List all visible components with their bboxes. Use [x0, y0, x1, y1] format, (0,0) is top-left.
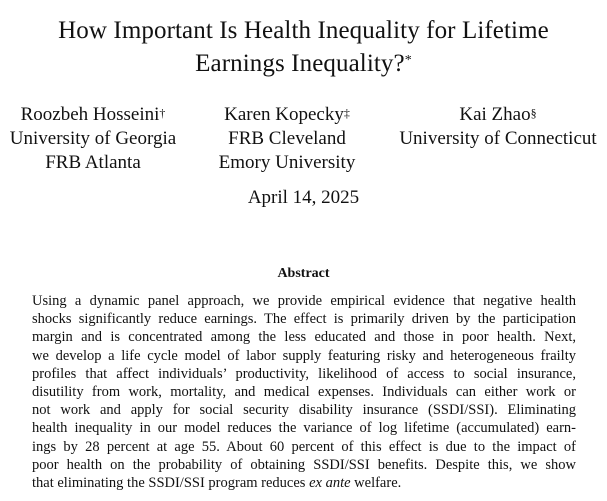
author-affiliation: FRB Cleveland [228, 128, 346, 149]
paper-date: April 14, 2025 [247, 187, 360, 208]
abstract-line: profiles that affect individuals’ productivity, likelihood of access to social insurance, [32, 365, 576, 382]
abstract-heading: Abstract [277, 266, 330, 281]
paper-title-line-2 [0, 47, 607, 80]
abstract-body [32, 292, 576, 492]
author-name: Kai Zhao [459, 104, 531, 125]
abstract-line: margin and is concentrated among the less educated and those in poor health. Next, [32, 329, 576, 346]
abstract-line: disutility from work, mortality, and medical expenses. Individuals can either work or [32, 384, 576, 401]
abstract-emphasis: ex ante [309, 475, 351, 492]
abstract-line: ings by 28 percent at age 55. About 60 percent of this effect is due to the impact of [32, 438, 576, 455]
paper-title-line-1: How Important Is Health Inequality for Lifetime [58, 17, 549, 44]
author-affiliation: FRB Atlanta [45, 152, 141, 173]
author-block-hosseini [5, 103, 181, 175]
abstract-last-prefix: that eliminating the SSDI/SSI program reduces [32, 475, 310, 492]
author-name: Roozbeh Hosseini [20, 104, 160, 125]
author-footnote-mark: ‡ [343, 106, 350, 120]
abstract-line: health inequality in our model reduces the variance of log lifetime (accumulated) earn- [32, 420, 576, 437]
author-affiliation: University of Connecticut [399, 128, 597, 149]
title-footnote-mark: * [404, 53, 412, 68]
author-block-zhao [393, 103, 603, 151]
abstract-line: shocks significantly reduce earnings. The effect is primarily driven by the participation [32, 311, 576, 328]
author-name-line [212, 103, 362, 127]
abstract-line: we develop a life cycle model of labor supply featuring risky and heterogeneous frailty [32, 347, 576, 364]
abstract-last-suffix: welfare. [350, 475, 402, 492]
author-name: Karen Kopecky [224, 104, 344, 125]
author-affiliation: Emory University [218, 152, 356, 173]
author-block-kopecky [212, 103, 362, 175]
author-footnote-mark: † [159, 106, 166, 120]
abstract-line: not work and apply for social security disability insurance (SSDI/SSI). Eliminating [32, 402, 576, 419]
paper-title [0, 14, 607, 80]
author-name-line [393, 103, 603, 127]
abstract-line-last [32, 474, 576, 492]
abstract-line: Using a dynamic panel approach, we provide empirical evidence that negative health [32, 293, 576, 309]
author-footnote-mark: § [530, 106, 537, 120]
author-name-line [5, 103, 181, 127]
abstract-line: poor health on the probability of obtaining SSDI/SSI benefits. Despite this, we show [32, 456, 576, 473]
author-affiliation: University of Georgia [9, 128, 177, 149]
paper-title-text-2: Earnings Inequality? [195, 50, 405, 77]
